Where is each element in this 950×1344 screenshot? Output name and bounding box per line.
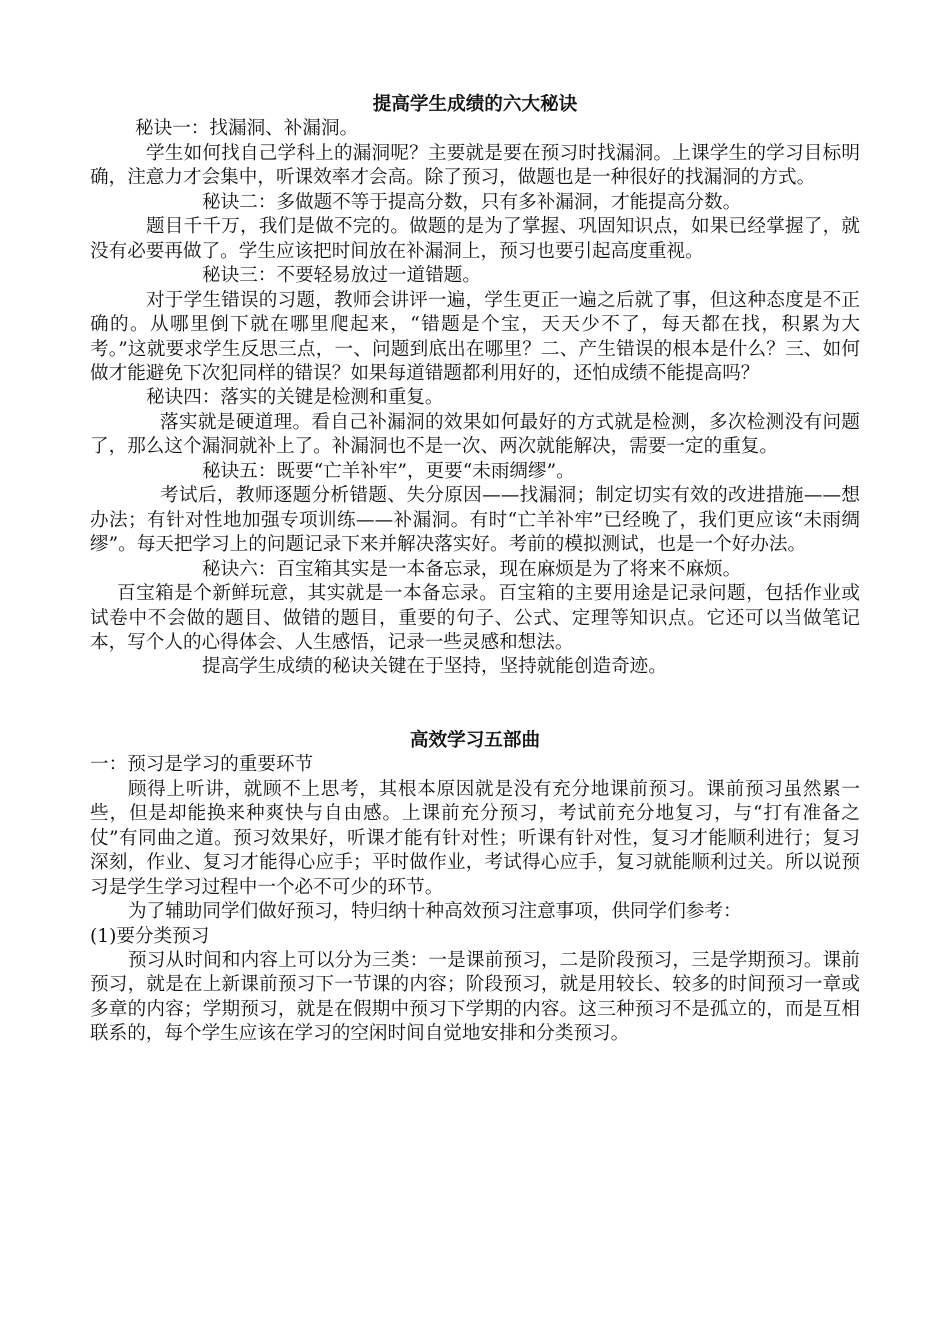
document-page (90, 93, 860, 1047)
secret-2-heading: 秘诀二：多做题不等于提高分数，只有多补漏洞，才能提高分数。 (202, 191, 742, 213)
secret-1-body: 学生如何找自己学科上的漏洞呢？主要就是要在预习时找漏洞。上课学生的学习目标明确，注意力才会集中，听课效率才会高。除了预习，做题也是一种很好的找漏洞的方式。 (90, 142, 860, 189)
secret-6-body: 百宝箱是个新鲜玩意，其实就是一本备忘录。百宝箱的主要用途是记录问题，包括作业或试卷中不会做的题目、做错的题目，重要的句子、公式、定理等知识点。它还可以当做笔记本，写个人的心得体会、人生感悟，记录一些灵感和想法。 (90, 583, 860, 653)
section-gap (90, 680, 860, 729)
secret-2-body: 题目千千万，我们是做不完的。做题的是为了掌握、巩固知识点，如果已经掌握了，就没有必要再做了。学生应该把时间放在补漏洞上，预习也要引起高度重视。 (90, 216, 860, 262)
item-1-heading: (1)要分类预习 (90, 925, 210, 947)
secret-4-body: 落实就是硬道理。看自己补漏洞的效果如何最好的方式就是检测，多次检测没有问题了，那么这个漏洞就补上了。补漏洞也不是一次、两次就能解决，需要一定的重复。 (90, 411, 860, 458)
secret-5-body: 考试后，教师逐题分析错题、失分原因——找漏洞；制定切实有效的改进措施——想办法；有针对性地加强专项训练——补漏洞。有时“亡羊补牢”已经晚了，我们更应该“未雨绸缪”。每天把学习上的问题记录下来并解决落实好。考前的模拟测试，也是一个好办法。 (90, 485, 860, 556)
secret-1-heading: 秘诀一：找漏洞、补漏洞。 (135, 118, 359, 140)
secret-3-heading: 秘诀三：不要轻易放过一道错题。 (202, 265, 481, 287)
secret-5-heading: 秘诀五：既要“亡羊补牢”，更要“未雨绸缪”。 (202, 460, 575, 482)
section-title: 高效学习五部曲 (409, 729, 541, 751)
secret-4-heading: 秘诀四：落实的关键是检测和重复。 (146, 387, 444, 409)
secret-3-body: 对于学生错误的习题，教师会讲评一遍，学生更正一遍之后就了事，但这种态度是不正确的。从哪里倒下就在哪里爬起来，“错题是个宝，天天少不了，每天都在找，积累为大考。”这就要求学生反思三点，一、问题到底出在哪里？二、产生错误的根本是什么？三、如何做才能避免下次犯同样的错误？如果每道错题都利用好的，还怕成绩不能提高吗？ (90, 289, 860, 384)
part-1-body: 顾得上听讲，就顾不上思考，其根本原因就是没有充分地课前预习。课前预习虽然累一些，但是却能换来种爽快与自由感。上课前充分预习，考试前充分地复习，与“打有准备之仗”有同曲之道。预习效果好，听课才能有针对性；听课有针对性，复习才能顺利进行；复习深刻，作业、复习才能得心应手；平时做作业，考试得心应手，复习就能顺利过关。所以说预习是学生学习过程中一个必不可少的环节。 (90, 778, 860, 898)
part-1-intro: 为了辅助同学们做好预习，特归纳十种高效预习注意事项，供同学们参考： (128, 901, 742, 923)
secret-6-heading: 秘诀六：百宝箱其实是一本备忘录，现在麻烦是为了将来不麻烦。 (202, 558, 742, 580)
secrets-conclusion: 提高学生成绩的秘诀关键在于坚持，坚持就能创造奇迹。 (202, 656, 667, 678)
part-1-heading: 一：预习是学习的重要环节 (90, 754, 314, 776)
item-1-body: 预习从时间和内容上可以分为三类：一是课前预习，二是阶段预习，三是学期预习。课前预习，就是在上新课前预习下一节课的内容；阶段预习，就是用较长、较多的时间预习一章或多章的内容；学期预习，就是在假期中预习下学期的内容。这三种预习不是孤立的，而是互相联系的，每个学生应该在学习的空闲时间自觉地安排和分类预习。 (90, 949, 860, 1045)
document-title: 提高学生成绩的六大秘诀 (372, 94, 578, 115)
